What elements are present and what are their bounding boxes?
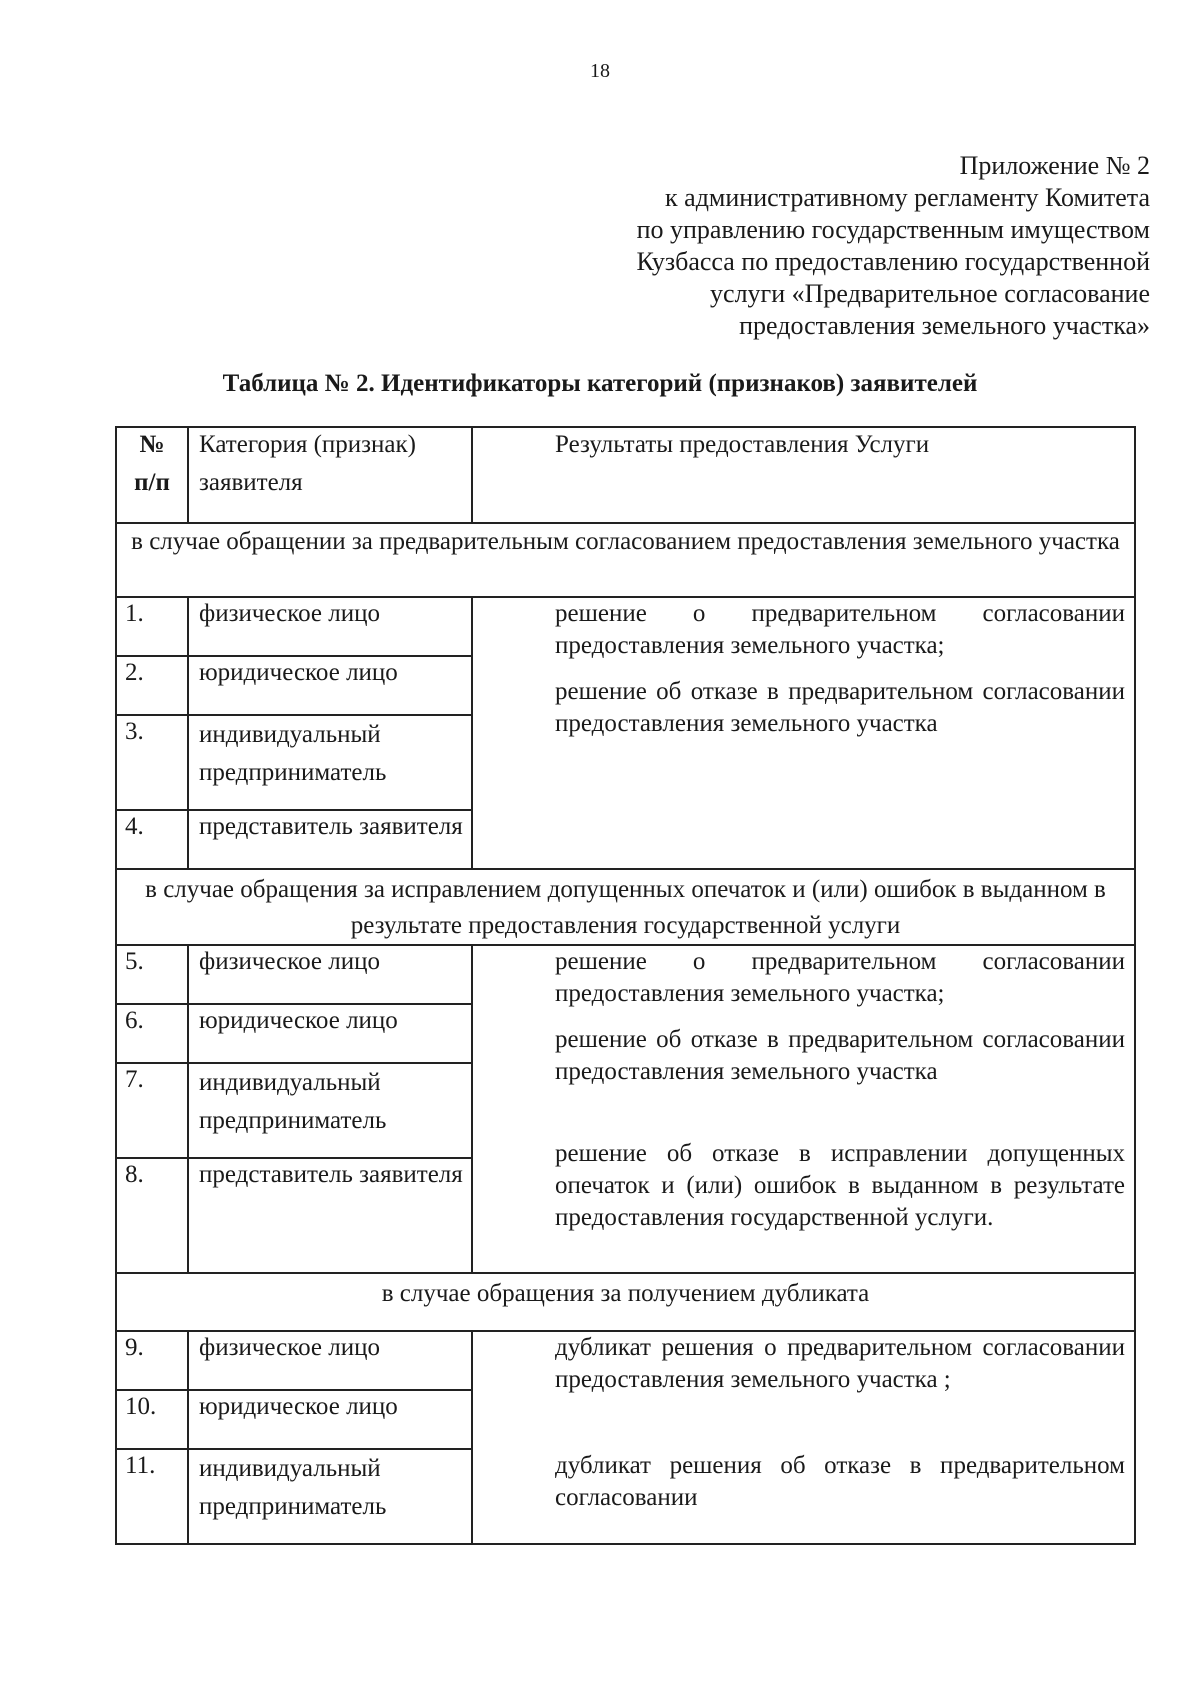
header-result: Результаты предоставления Услуги [555,431,930,458]
result-text: решение об отказе в исправлении допущенных опечаток и (или) ошибок в выданном в результате предоставления государственной услуги. [555,1140,1125,1231]
result-text: решение о предварительном согласовании предоставления земельного участка; [555,600,1125,659]
row-category: представитель заявителя [199,813,463,840]
row-number: 10. [125,1393,157,1420]
table-title: Таблица № 2. Идентификаторы категорий (признаков) заявителей [222,370,978,397]
row-number: 5. [125,948,144,975]
header-category: Категория (признак) заявителя [199,431,416,496]
row-number: 1. [125,600,144,627]
row-category: юридическое лицо [199,659,398,686]
row-category: индивидуальный предприниматель [199,721,387,786]
appendix-line: Кузбасса по предоставлению государственной [636,247,1150,276]
header-num-label: п/п [134,469,170,496]
appendix-line: услуги «Предварительное согласование [710,279,1150,308]
header-num-symbol: № [139,431,165,458]
section-title: в случае обращения за получением дубликата [381,1280,870,1307]
applicant-categories-table [115,426,1136,1544]
appendix-line: Приложение № 2 [959,151,1150,180]
row-number: 8. [125,1161,144,1188]
row-category: индивидуальный предприниматель [199,1069,387,1134]
result-text: дубликат решения об отказе в предварительном согласовании [555,1452,1125,1511]
header-num [115,426,189,502]
row-number: 7. [125,1066,144,1093]
appendix-line: предоставления земельного участка» [739,311,1150,340]
row-number: 6. [125,1007,144,1034]
row-category: физическое лицо [199,948,380,975]
result-text: дубликат решения о предварительном согласовании предоставления земельного участка ; [555,1334,1125,1393]
page-number: 18 [590,60,610,82]
appendix-line: к административному регламенту Комитета [665,183,1150,212]
row-number: 2. [125,659,144,686]
row-category: физическое лицо [199,600,380,627]
row-number: 11. [125,1452,156,1479]
result-text: решение об отказе в предварительном согласовании предоставления земельного участка [555,678,1125,737]
row-category: физическое лицо [199,1334,380,1361]
result-text: решение об отказе в предварительном согласовании предоставления земельного участка [555,1026,1125,1085]
result-text: решение о предварительном согласовании предоставления земельного участка; [555,948,1125,1007]
row-category: юридическое лицо [199,1393,398,1420]
section-title: в случае обращении за предварительным согласованием предоставления земельного участка [131,528,1120,555]
row-number: 9. [125,1334,144,1361]
row-category: представитель заявителя [199,1161,463,1188]
appendix-line: по управлению государственным имуществом [636,215,1150,244]
row-category: юридическое лицо [199,1007,398,1034]
row-number: 4. [125,813,144,840]
row-category: индивидуальный предприниматель [199,1455,387,1520]
appendix-header [450,150,1150,342]
row-number: 3. [125,718,144,745]
section-title: в случае обращения за исправлением допущенных опечаток и (или) ошибок в выданном в результате предоставления государственной услуги [145,876,1106,939]
